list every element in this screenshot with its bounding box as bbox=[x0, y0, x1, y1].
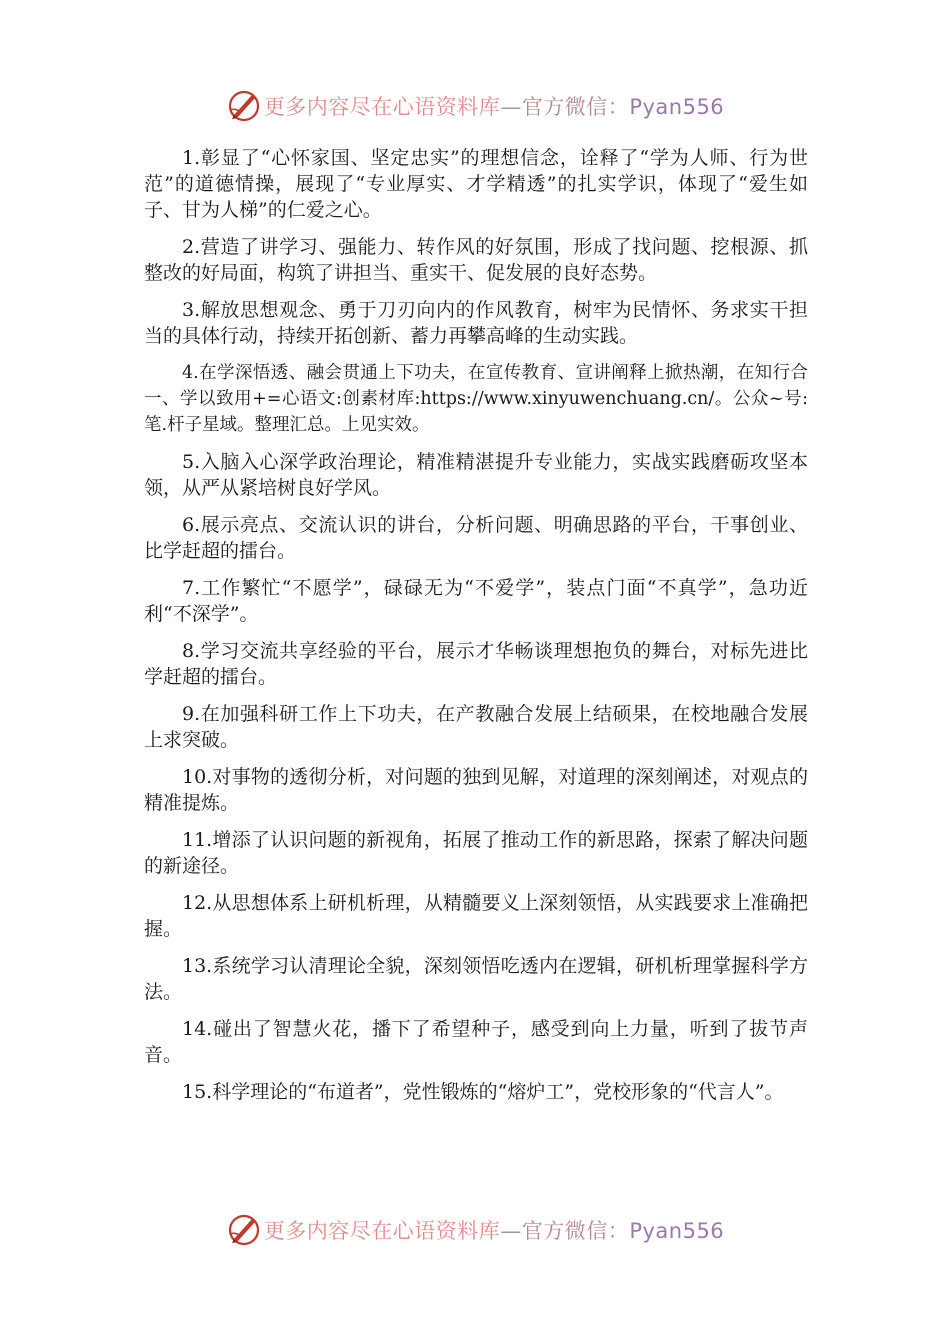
paragraph-12: 12.从思想体系上研机析理，从精髓要义上深刻领悟，从实践要求上准确把握。 bbox=[144, 892, 808, 940]
paragraph-4: 4.在学深悟透、融会贯通上下功夫，在宣传教育、宣讲阐释上掀热潮，在知行合一、学以致用+=心语文:创素材库:https://www.xinyuwenchuang.cn/。公众~号:笔.杆子星域。整理汇总。上见实效。 bbox=[144, 363, 808, 435]
banner-wechat-label: 官方微信： bbox=[521, 1219, 630, 1243]
header-banner bbox=[0, 86, 950, 126]
paragraph-10: 10.对事物的透彻分析，对问题的独到见解，对道理的深刻阐述，对观点的精准提炼。 bbox=[144, 766, 808, 814]
banner-text bbox=[264, 1215, 724, 1245]
pen-circle-logo-icon bbox=[226, 88, 262, 124]
paragraph-7: 7.工作繁忙“不愿学”，碌碌无为“不爱学”，装点门面“不真学”，急功近利“不深学”。 bbox=[144, 577, 808, 625]
paragraph-2: 2.营造了讲学习、强能力、转作风的好氛围，形成了找问题、挖根源、抓整改的好局面，构筑了讲担当、重实干、促发展的良好态势。 bbox=[144, 236, 808, 284]
paragraph-1: 1.彰显了“心怀家国、坚定忠实”的理想信念，诠释了“学为人师、行为世范”的道德情操，展现了“专业厚实、才学精透”的扎实学识，体现了“爱生如子、甘为人梯”的仁爱之心。 bbox=[144, 147, 808, 221]
banner-site-name: 更多内容尽在心语资料库 bbox=[263, 95, 501, 119]
paragraph-3: 3.解放思想观念、勇于刀刃向内的作风教育，树牢为民情怀、务求实干担当的具体行动，持续开拓创新、蓄力再攀高峰的生动实践。 bbox=[144, 299, 808, 347]
banner-site-name: 更多内容尽在心语资料库 bbox=[263, 1219, 501, 1243]
banner-wechat-label: 官方微信： bbox=[521, 95, 630, 119]
banner-wechat-account: Pyan556 bbox=[629, 1219, 725, 1243]
paragraph-14: 14.碰出了智慧火花，播下了希望种子，感受到向上力量，听到了拔节声音。 bbox=[144, 1018, 808, 1066]
paragraph-6: 6.展示亮点、交流认识的讲台，分析问题、明确思路的平台，干事创业、比学赶超的擂台。 bbox=[144, 514, 808, 562]
banner-text bbox=[264, 91, 724, 121]
banner-dash: — bbox=[500, 95, 522, 119]
paragraph-8: 8.学习交流共享经验的平台，展示才华畅谈理想抱负的舞台，对标先进比学赶超的擂台。 bbox=[144, 640, 808, 688]
paragraph-13: 13.系统学习认清理论全貌，深刻领悟吃透内在逻辑，研机析理掌握科学方法。 bbox=[144, 955, 808, 1003]
pen-circle-logo-icon bbox=[226, 1212, 262, 1248]
paragraph-15: 15.科学理论的“布道者”，党性锻炼的“熔炉工”，党校形象的“代言人”。 bbox=[182, 1081, 784, 1103]
footer-banner bbox=[0, 1210, 950, 1250]
document-body bbox=[144, 145, 808, 1116]
paragraph-11: 11.增添了认识问题的新视角，拓展了推动工作的新思路，探索了解决问题的新途径。 bbox=[144, 829, 808, 877]
banner-wechat-account: Pyan556 bbox=[629, 95, 725, 119]
banner-dash: — bbox=[500, 1219, 522, 1243]
paragraph-9: 9.在加强科研工作上下功夫，在产教融合发展上结硕果，在校地融合发展上求突破。 bbox=[144, 703, 808, 751]
paragraph-5: 5.入脑入心深学政治理论，精准精湛提升专业能力，实战实践磨砺攻坚本领，从严从紧培树良好学风。 bbox=[144, 451, 808, 499]
